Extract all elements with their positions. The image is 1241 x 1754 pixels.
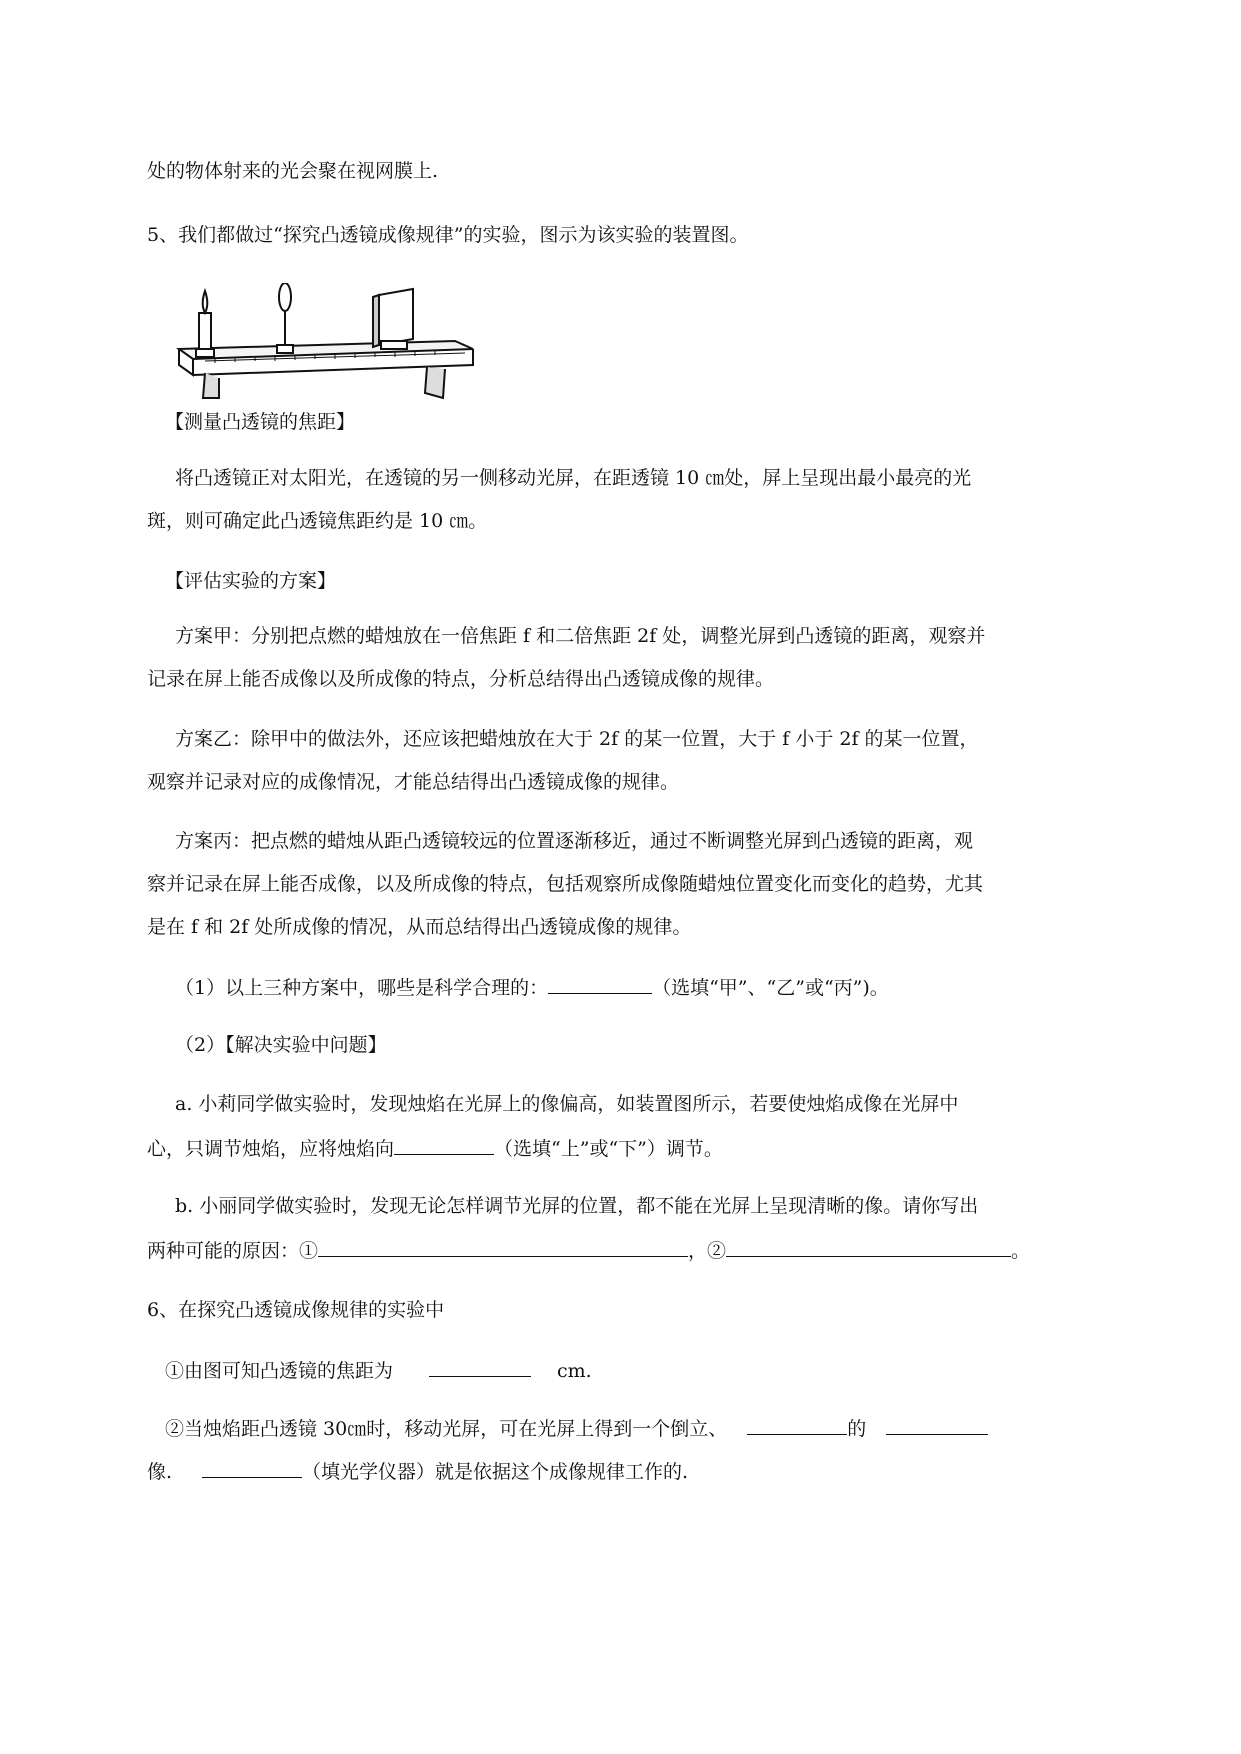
subquestion-a-line: [147, 1134, 723, 1162]
paragraph-line: 将凸透镜正对太阳光，在透镜的另一侧移动光屏，在距透镜 10 ㎝处，屏上呈现出最小最亮的光: [175, 467, 972, 489]
subquestion-1: [175, 973, 889, 1001]
subquestion-a-line: a. 小莉同学做实验时，发现烛焰在光屏上的像偏高，如装置图所示，若要使烛焰成像在光屏中: [175, 1093, 959, 1115]
subquestion-1-text: （1）以上三种方案中，哪些是科学合理的：: [175, 977, 549, 999]
question-6b-word: 的: [847, 1418, 867, 1440]
subquestion-b-line: b. 小丽同学做实验时，发现无论怎样调节光屏的位置，都不能在光屏上呈现清晰的像。请你写出: [175, 1195, 979, 1217]
answer-blank[interactable]: [747, 1414, 847, 1435]
subquestion-b-text: 两种可能的原因：①: [147, 1240, 319, 1262]
optical-bench-apparatus-figure: [175, 283, 485, 413]
subquestion-1-hint: （选填“甲”、“乙”或“丙”)。: [652, 977, 889, 999]
plan-a-line: 方案甲：分别把点燃的蜡烛放在一倍焦距 f 和二倍焦距 2f 处，调整光屏到凸透镜的距离，观察并: [175, 625, 986, 647]
plan-c-line: 方案丙：把点燃的蜡烛从距凸透镜较远的位置逐渐移近，通过不断调整光屏到凸透镜的距离，观: [175, 830, 974, 852]
plan-c-line: 是在 f 和 2f 处所成像的情况，从而总结得出凸透镜成像的规律。: [147, 916, 692, 938]
question-6a: [165, 1356, 592, 1384]
question-6c-text: 像.: [147, 1461, 173, 1483]
section-heading-focal-length: 【测量凸透镜的焦距】: [165, 411, 356, 433]
plan-c-line: 察并记录在屏上能否成像，以及所成像的特点，包括观察所成像随蜡烛位置变化而变化的趋势，尤其: [147, 873, 984, 895]
plan-b-line: 观察并记录对应的成像情况，才能总结得出凸透镜成像的规律。: [147, 771, 680, 793]
question-6c-hint: （填光学仪器）就是依据这个成像规律工作的.: [302, 1461, 689, 1483]
plan-a-line: 记录在屏上能否成像以及所成像的特点，分析总结得出凸透镜成像的规律。: [147, 668, 775, 690]
section-heading-evaluate: 【评估实验的方案】: [165, 570, 337, 592]
question-5: 5、我们都做过“探究凸透镜成像规律”的实验，图示为该实验的装置图。: [147, 224, 749, 246]
subquestion-b-end: 。: [1011, 1240, 1031, 1262]
answer-blank[interactable]: [726, 1236, 1011, 1257]
plan-b-line: 方案乙：除甲中的做法外，还应该把蜡烛放在大于 2f 的某一位置，大于 f 小于 2f 的某一位置，: [175, 728, 979, 750]
subquestion-2: （2）【解决实验中问题】: [175, 1034, 387, 1056]
answer-blank[interactable]: [318, 1236, 688, 1257]
paragraph-line: 斑，则可确定此凸透镜焦距约是 10 ㎝。: [147, 510, 488, 532]
answer-blank[interactable]: [202, 1457, 302, 1478]
question-6: 6、在探究凸透镜成像规律的实验中: [147, 1299, 445, 1321]
question-6b: [165, 1414, 988, 1442]
answer-blank[interactable]: [886, 1414, 988, 1435]
text-line: 处的物体射来的光会聚在视网膜上.: [147, 160, 439, 182]
subquestion-b-separator: ，②: [688, 1240, 727, 1262]
question-6a-unit: cm.: [557, 1360, 592, 1382]
question-6b-text: ②当烛焰距凸透镜 30㎝时，移动光屏，可在光屏上得到一个倒立、: [165, 1418, 728, 1440]
question-6a-text: ①由图可知凸透镜的焦距为: [165, 1360, 394, 1382]
subquestion-a-text: 心，只调节烛焰，应将烛焰向: [147, 1138, 395, 1160]
subquestion-b-line: [147, 1236, 1030, 1264]
answer-blank[interactable]: [394, 1134, 494, 1155]
subquestion-a-hint: （选填“上”或“下”）调节。: [494, 1138, 723, 1160]
answer-blank[interactable]: [548, 973, 652, 994]
answer-blank[interactable]: [429, 1356, 531, 1377]
question-6c: [147, 1457, 688, 1485]
